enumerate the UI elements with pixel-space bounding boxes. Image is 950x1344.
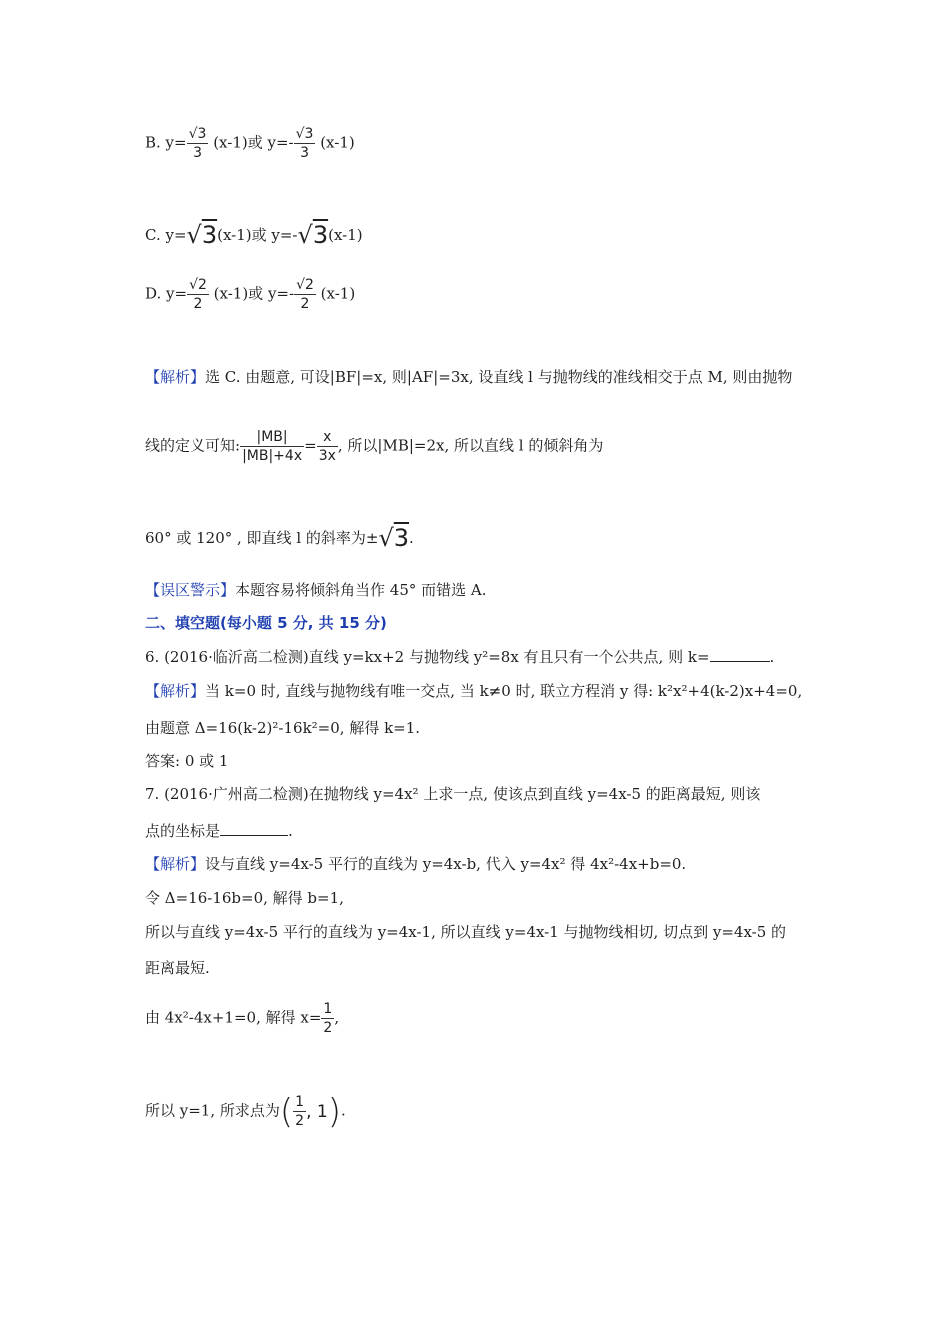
question-text: 点的坐标是	[145, 822, 221, 840]
answer-blank	[710, 647, 770, 662]
question-text: 6. (2016·临沂高二检测)直线 y=kx+2 与抛物线 y²=8x 有且只有一个公共点, 则 k=	[145, 648, 710, 666]
q6-answer: 答案: 0 或 1	[145, 752, 229, 770]
analysis-text: 当 k=0 时, 直线与抛物线有唯一交点, 当 k≠0 时, 联立方程消 y 得: k²x²+4(k-2)x+4=0,	[205, 682, 803, 700]
right-paren: )	[327, 1091, 341, 1132]
q6-stem	[145, 647, 774, 667]
sqrt-symbol: √3	[378, 524, 410, 552]
sqrt-symbol: √3	[186, 221, 218, 249]
analysis-text: 所以 y=1, 所求点为	[145, 1101, 280, 1120]
option-c-suffix: (x-1)	[328, 226, 363, 244]
point-coordinates	[280, 1093, 341, 1130]
answer-blank	[220, 821, 288, 836]
warning-text: 本题容易将倾斜角当作 45° 而错选 A.	[235, 581, 487, 599]
fraction: $\frac{x}{3x}$	[318, 429, 336, 464]
q7-analysis-line4: 距离最短.	[145, 959, 210, 977]
option-b-suffix: (x-1)	[315, 133, 355, 152]
y-coordinate: , 1	[306, 1101, 328, 1122]
q7-analysis-line5	[145, 1000, 339, 1037]
q7-analysis-line2: 令 Δ=16-16b=0, 解得 b=1,	[145, 889, 344, 907]
analysis-text: 选 C. 由题意, 可设|BF|=x, 则|AF|=3x, 设直线 l 与抛物线的准线相交于点 M, 则由抛物	[205, 368, 793, 386]
option-d-suffix: (x-1)	[315, 284, 356, 303]
period: .	[409, 529, 414, 547]
fraction: $\frac{|MB|}{|MB|+4x}$	[242, 429, 303, 464]
period: .	[769, 648, 775, 666]
analysis-text: 由 4x²-4x+1=0, 解得 x=	[145, 1008, 322, 1027]
option-c	[145, 221, 363, 249]
q7-stem-line1: 7. (2016·广州高二检测)在抛物线 y=4x² 上求一点, 使该点到直线 y=4x-5 的距离最短, 则该	[145, 785, 761, 803]
option-b-prefix: B. y=	[145, 133, 187, 152]
option-d-mid: (x-1)或 y=-	[208, 284, 295, 303]
analysis-text: 60° 或 120° , 即直线 l 的斜率为±	[145, 529, 379, 547]
option-c-mid: (x-1)或 y=-	[217, 226, 298, 244]
q6-analysis-line2: 由题意 Δ=16(k-2)²-16k²=0, 解得 k=1.	[145, 719, 421, 737]
equals-sign: =	[304, 436, 317, 455]
left-paren: (	[279, 1091, 294, 1132]
period: .	[288, 822, 293, 840]
q5-analysis-line1	[145, 367, 792, 387]
analysis-text: 设与直线 y=4x-5 平行的直线为 y=4x-b, 代入 y=4x² 得 4x²-4x+b=0.	[205, 855, 687, 873]
fraction: $\frac{√2}{2}$	[296, 277, 314, 312]
period: .	[340, 1101, 346, 1120]
fraction: $\frac{√3}{3}$	[295, 126, 314, 161]
q5-warning	[145, 580, 487, 600]
q7-analysis-line1	[145, 854, 686, 874]
sqrt-symbol: √3	[297, 221, 329, 249]
q5-analysis-line3	[145, 524, 414, 552]
option-b	[145, 125, 355, 162]
section-heading: 二、填空题(每小题 5 分, 共 15 分)	[145, 614, 387, 632]
analysis-text: 线的定义可知:	[145, 436, 241, 455]
warning-label: 【误区警示】	[145, 581, 236, 599]
q7-analysis-line6	[145, 1093, 346, 1130]
fraction: $\frac{1}{2}$	[323, 1001, 333, 1036]
q6-analysis-line1	[145, 681, 802, 701]
option-d	[145, 276, 355, 313]
analysis-label: 【解析】	[145, 368, 206, 386]
analysis-text: , 所以|MB|=2x, 所以直线 l 的倾斜角为	[337, 436, 604, 455]
fraction: $\frac{√3}{3}$	[188, 126, 207, 161]
comma: ,	[334, 1008, 340, 1027]
option-d-prefix: D. y=	[145, 284, 188, 303]
fraction: $\frac{1}{2}$	[295, 1094, 305, 1129]
analysis-label: 【解析】	[145, 855, 206, 873]
option-b-mid: (x-1)或 y=-	[208, 133, 294, 152]
q7-analysis-line3: 所以与直线 y=4x-5 平行的直线为 y=4x-1, 所以直线 y=4x-1 与抛物线相切, 切点到 y=4x-5 的	[145, 923, 787, 941]
q7-stem-line2	[145, 821, 293, 841]
analysis-label: 【解析】	[145, 682, 206, 700]
q5-analysis-line2	[145, 428, 603, 465]
fraction: $\frac{√2}{2}$	[189, 277, 207, 312]
option-c-prefix: C. y=	[145, 226, 187, 244]
